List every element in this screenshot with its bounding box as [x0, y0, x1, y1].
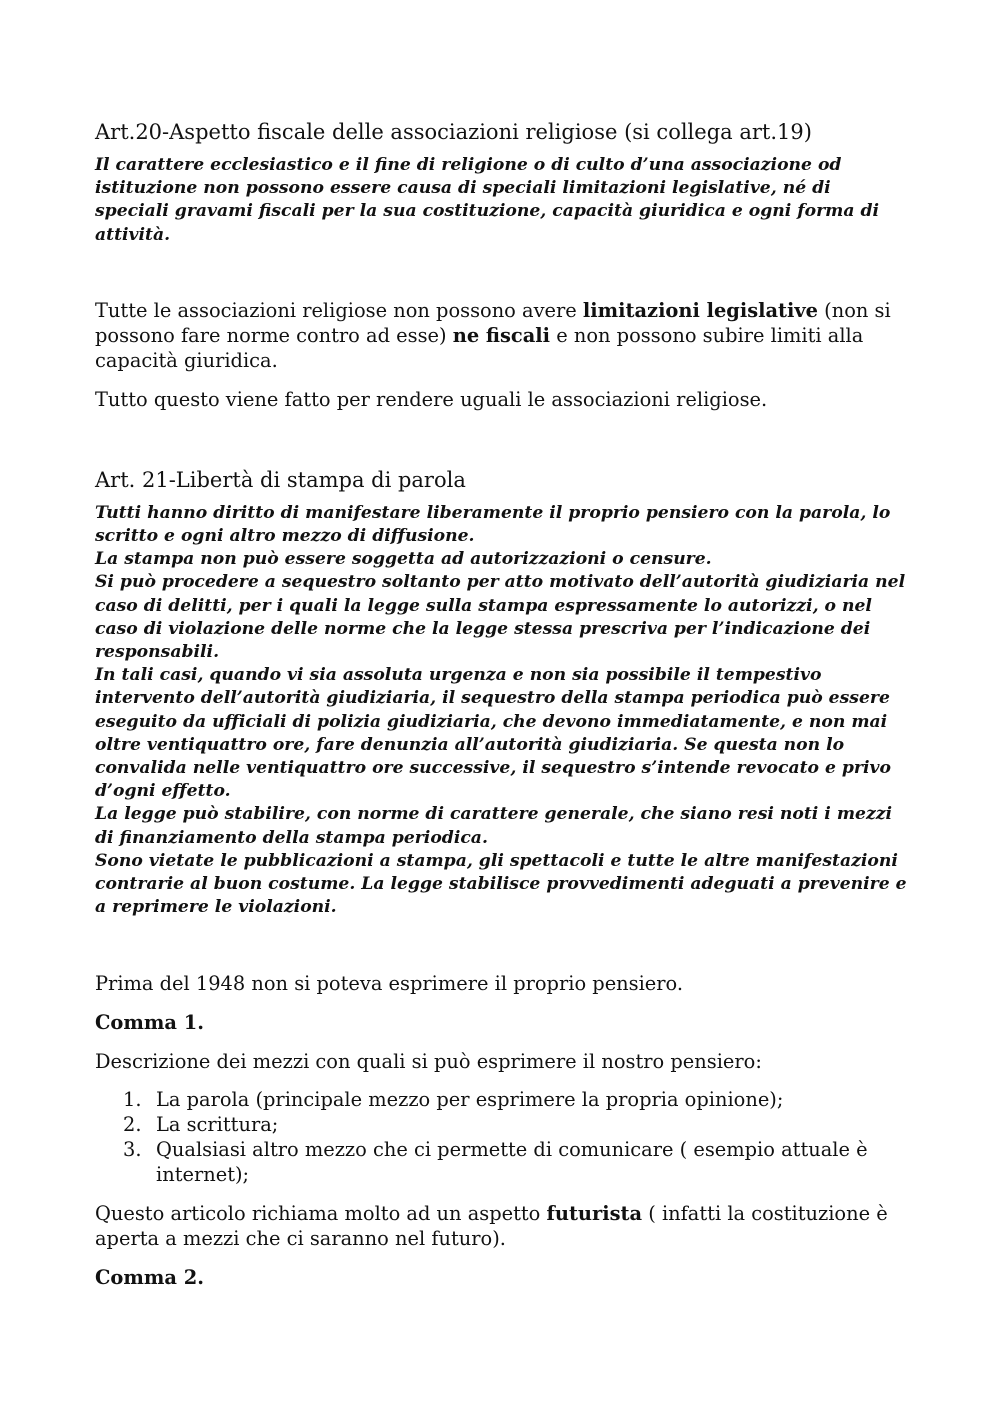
art20-heading: Art.20-Aspetto fiscale delle associazioni religiose (si collega art.19) — [95, 120, 812, 144]
art21-quote — [95, 502, 910, 920]
art20-p1-bold-2: ne fiscali — [452, 323, 551, 347]
art20-quote — [95, 154, 910, 247]
comma-2-heading — [95, 1265, 910, 1290]
art20-p1-text-3: e non possono subire limiti alla capacità giuridica. — [95, 323, 864, 372]
art21-quote-line: La stampa non può essere soggetta ad autorizzazioni o censure. — [95, 549, 712, 570]
art21-quote-line: Si può procedere a sequestro soltanto per atto motivato dell’autorità giudiziaria nel caso di delitti, per i quali la legge sulla stampa espressamente lo autorizzi, o nel caso di violazione delle norme che la legge stessa prescriva per l’indicazione dei responsabili. — [95, 572, 906, 663]
futurista-text-2: ( infatti la costituzione è aperta a mezzi che ci saranno nel futuro). — [95, 1202, 888, 1251]
art20-quote-text: Il carattere ecclesiastico e il fine di religione o di culto d’una associazione od istituzione non possono essere causa di speciali limitazioni legislative, né di speciali gravami fiscali per la sua costituzione, capacità giuridica e ogni forma di attività. — [95, 155, 879, 245]
list-item — [95, 1087, 910, 1112]
comma-1-label: Comma 1. — [95, 1011, 204, 1035]
art20-p1-text-2: (non si possono fare norme contro ad esse) — [95, 298, 891, 347]
list-item — [95, 1112, 910, 1137]
art21-quote-line: Sono vietate le pubblicazioni a stampa, gli spettacoli e tutte le altre manifestazioni contrarie al buon costume. La legge stabilisce provvedimenti adeguati a prevenire e a reprimere le violazioni. — [95, 850, 907, 918]
list-item-text: La parola (principale mezzo per esprimere la propria opinione); — [156, 1088, 784, 1112]
art21-intro-paragraph: Prima del 1948 non si poteva esprimere il proprio pensiero. — [95, 972, 684, 996]
art20-p1-bold-1: limitazioni legislative — [582, 298, 818, 322]
comma-1-heading — [95, 1010, 910, 1035]
page-content — [95, 118, 910, 1290]
art21-quote-line: In tali casi, quando vi sia assoluta urgenza e non sia possibile il tempestivo intervento dell’autorità giudiziaria, il sequestro della stampa periodica può essere eseguito da ufficiali di polizia giudiziaria, che devono immediatamente, e non mai oltre ventiquattro ore, fare denunzia all’autorità giudiziaria. Se questa non lo convalida nelle ventiquattro ore successive, il sequestro s’intende revocato e privo d’ogni effetto. — [95, 665, 891, 802]
list-item — [95, 1137, 910, 1187]
mezzi-list — [95, 1087, 910, 1187]
art20-paragraph-2: Tutto questo viene fatto per rendere uguali le associazioni religiose. — [95, 387, 768, 411]
list-item-number: 3. — [123, 1138, 142, 1162]
art21-quote-line: La legge può stabilire, con norme di carattere generale, che siano resi noti i mezzi di finanziamento della stampa periodica. — [95, 804, 892, 848]
list-item-text: La scrittura; — [156, 1113, 279, 1137]
comma-2-label: Comma 2. — [95, 1266, 204, 1290]
list-item-text: Qualsiasi altro mezzo che ci permette di comunicare ( esempio attuale è internet); — [156, 1138, 868, 1187]
art21-heading: Art. 21-Libertà di stampa di parola — [95, 467, 466, 492]
art21-quote-line: Tutti hanno diritto di manifestare liberamente il proprio pensiero con la parola, lo scritto e ogni altro mezzo di diffusione. — [95, 502, 891, 547]
futurista-text-1: Questo articolo richiama molto ad un aspetto — [95, 1202, 547, 1226]
art21-futurista-paragraph — [95, 1201, 910, 1251]
futurista-bold: futurista — [546, 1202, 643, 1226]
list-item-number: 2. — [123, 1113, 142, 1137]
list-item-number: 1. — [123, 1088, 142, 1112]
art21-mezzi-paragraph: Descrizione dei mezzi con quali si può esprimere il nostro pensiero: — [95, 1050, 762, 1074]
art20-paragraph-1 — [95, 298, 910, 373]
art20-p1-text-1: Tutte le associazioni religiose non possono avere — [95, 298, 583, 322]
